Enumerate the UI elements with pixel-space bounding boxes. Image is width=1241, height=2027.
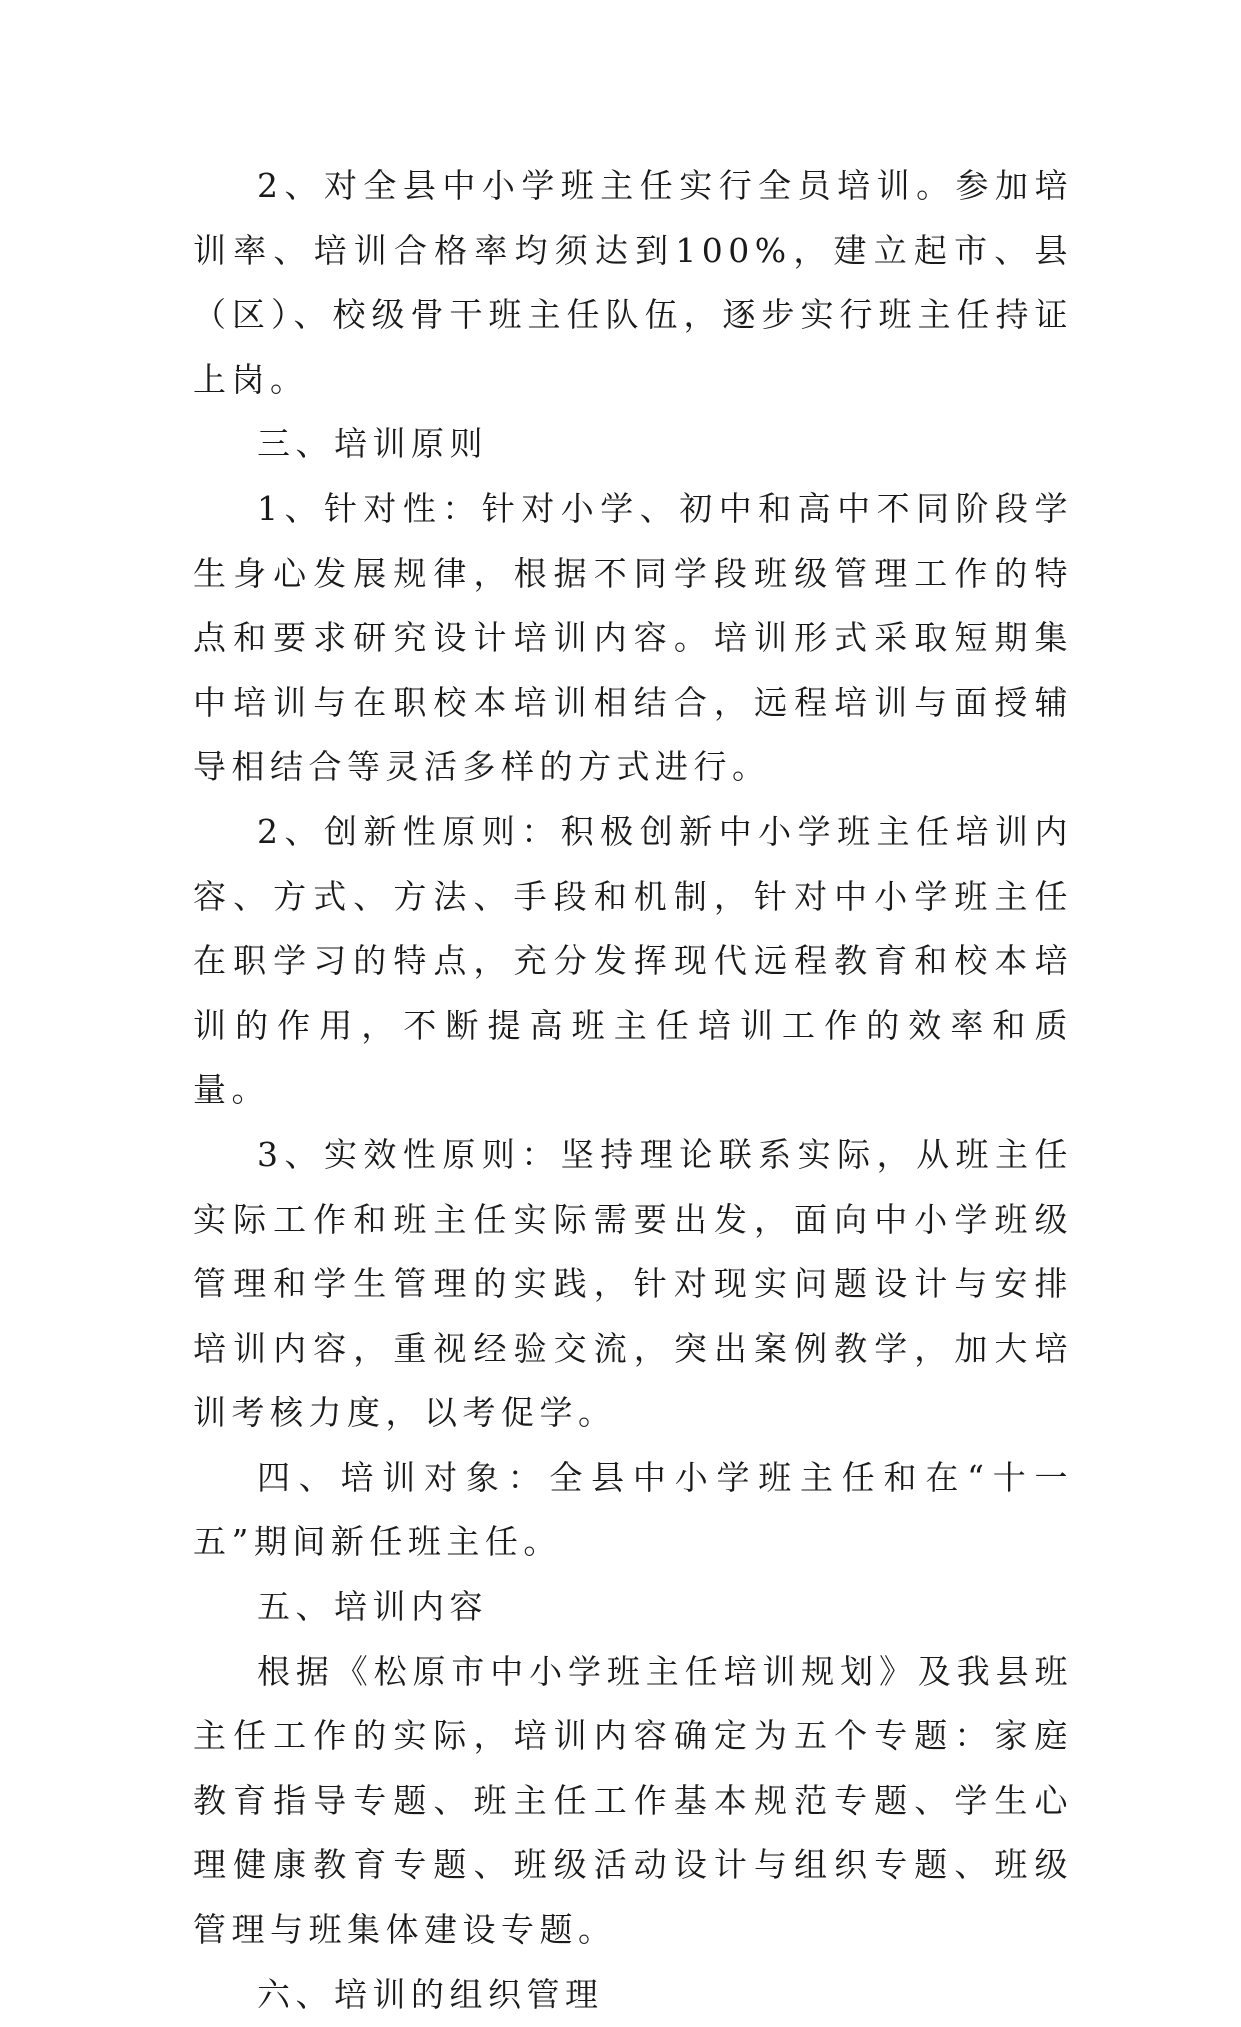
heading-training-organization: 六、培训的组织管理 xyxy=(257,1974,604,2014)
paragraph-principle-targeted: 1、针对性：针对小学、初中和高中不同阶段学生身心发展规律，根据不同学段班级管理工作的特点和要求研究设计培训内容。培训形式采取短期集中培训与在职校本培训相结合，远程培训与面授辅导相结合等灵活多样的方式进行。 xyxy=(193,488,1073,787)
paragraph-principle-effective: 3、实效性原则：坚持理论联系实际，从班主任实际工作和班主任实际需要出发，面向中小学班级管理和学生管理的实践，针对现实问题设计与安排培训内容，重视经验交流，突出案例教学，加大培训考核力度，以考促学。 xyxy=(193,1134,1073,1433)
document-body xyxy=(193,154,1073,2027)
heading-training-principles: 三、培训原则 xyxy=(257,424,488,464)
paragraph-training-requirement: 2、对全县中小学班主任实行全员培训。参加培训率、培训合格率均须达到100%，建立起市、县（区）、校级骨干班主任队伍，逐步实行班主任持证上岗。 xyxy=(193,166,1073,399)
paragraph-training-targets: 四、培训对象：全县中小学班主任和在“十一五”期间新任班主任。 xyxy=(193,1457,1073,1562)
paragraph-training-content: 根据《松原市中小学班主任培训规划》及我县班主任工作的实际，培训内容确定为五个专题：家庭教育指导专题、班主任工作基本规范专题、学生心理健康教育专题、班级活动设计与组织专题、班级管理与班集体建设专题。 xyxy=(193,1651,1073,1950)
heading-training-content: 五、培训内容 xyxy=(257,1587,488,1627)
paragraph-principle-innovative: 2、创新性原则：积极创新中小学班主任培训内容、方式、方法、手段和机制，针对中小学班主任在职学习的特点，充分发挥现代远程教育和校本培训的作用，不断提高班主任培训工作的效率和质量。 xyxy=(193,811,1073,1110)
